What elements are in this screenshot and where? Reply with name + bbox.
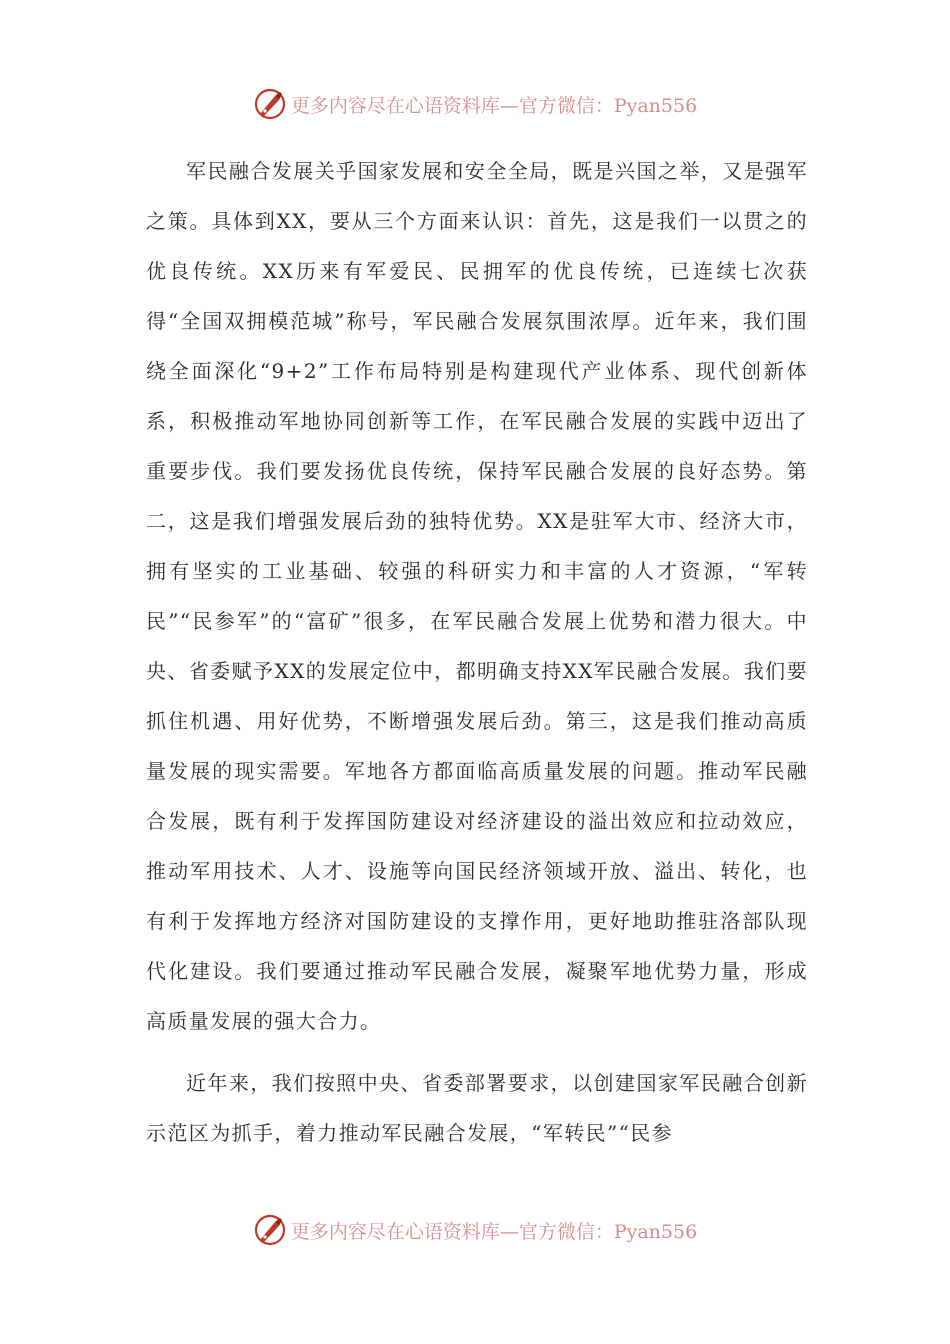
paragraph-1: 军民融合发展关乎国家发展和安全全局，既是兴国之举，又是强军之策。具体到XX，要从三个方面来认识：首先，这是我们一以贯之的优良传统。XX历来有军爱民、民拥军的优良传统，已连续七次获得“全国双拥模范城”称号，军民融合发展氛围浓厚。近年来，我们围绕全面深化“9+2”工作布局特别是构建现代产业体系、现代创新体系，积极推动军地协同创新等工作，在军民融合发展的实践中迈出了重要步伐。我们要发扬优良传统，保持军民融合发展的良好态势。第二，这是我们增强发展后劲的独特优势。XX是驻军大市、经济大市，拥有坚实的工业基础、较强的科研实力和丰富的人才资源，“军转民”“民参军”的“富矿”很多，在军民融合发展上优势和潜力很大。中央、省委赋予XX的发展定位中，都明确支持XX军民融合发展。我们要抓住机遇、用好优势，不断增强发展后劲。第三，这是我们推动高质量发展的现实需要。军地各方都面临高质量发展的问题。推动军民融合发展，既有利于发挥国防建设对经济建设的溢出效应和拉动效应，推动军用技术、人才、设施等向国民经济领域开放、溢出、转化，也有利于发挥地方经济对国防建设的支撑作用，更好地助推驻洛部队现代化建设。我们要通过推动军民融合发展，凝聚军地优势力量，形成高质量发展的强大合力。 (146, 159, 808, 1033)
document-body (146, 146, 808, 1158)
header-banner-text: 更多内容尽在心语资料库—官方微信：Pyan556 (290, 94, 698, 117)
footer-banner-text: 更多内容尽在心语资料库—官方微信：Pyan556 (290, 1220, 698, 1243)
pen-nib-logo-icon (253, 1213, 287, 1247)
footer-banner (0, 1210, 950, 1250)
paragraph-2: 近年来，我们按照中央、省委部署要求，以创建国家军民融合创新示范区为抓手，着力推动军民融合发展，“军转民”“民参 (146, 1071, 808, 1145)
header-banner (0, 84, 950, 124)
pen-nib-logo-icon (253, 87, 287, 121)
